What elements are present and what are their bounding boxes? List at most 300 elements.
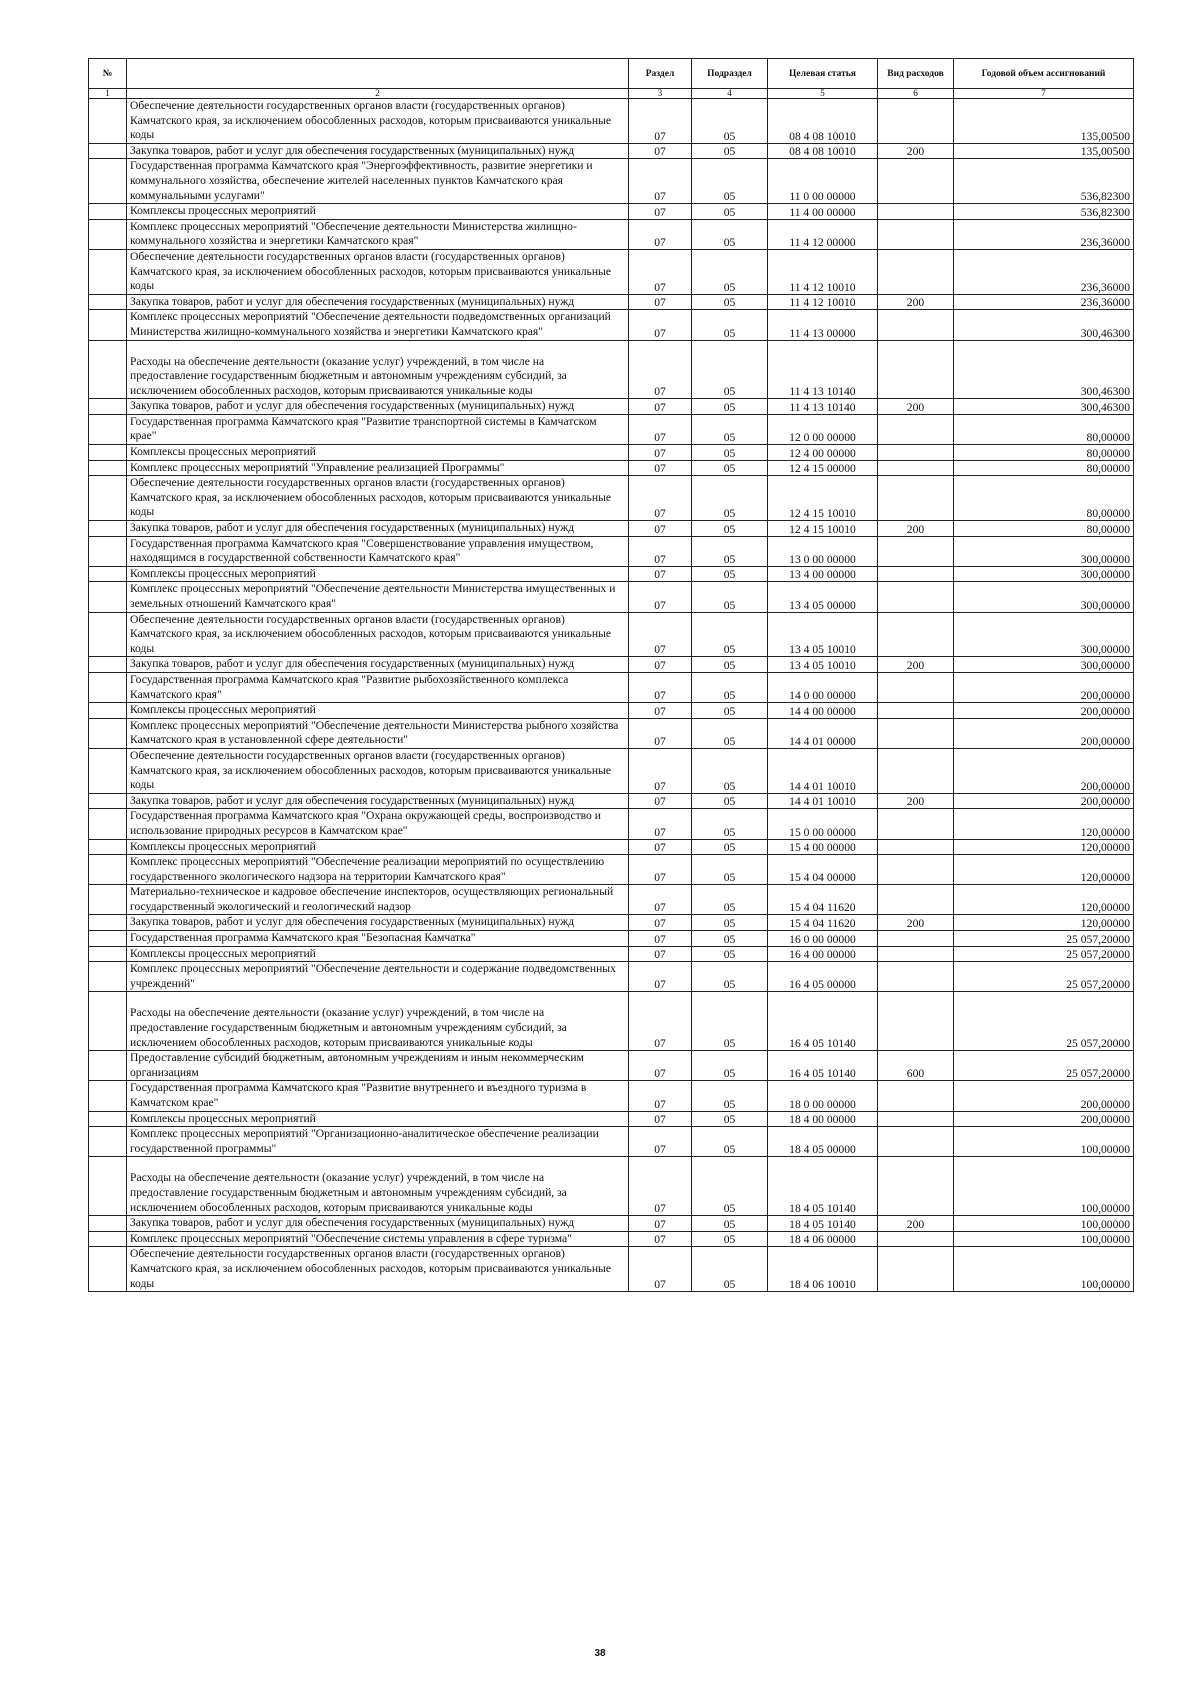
row-target: 12 4 15 00000: [768, 460, 878, 476]
row-number-cell: [89, 340, 127, 399]
table-row: [89, 1127, 1134, 1157]
row-razdel: 07: [629, 612, 692, 657]
row-podrazdel: 05: [692, 460, 768, 476]
row-name: Закупка товаров, работ и услуг для обеспечения государственных (муниципальных) нужд: [127, 657, 629, 673]
table-row: [89, 718, 1134, 748]
row-podrazdel: 05: [692, 566, 768, 582]
row-amount: 300,46300: [954, 340, 1134, 399]
row-number-cell: [89, 219, 127, 249]
row-razdel: 07: [629, 809, 692, 839]
row-expense-type: [878, 460, 954, 476]
table-row: [89, 809, 1134, 839]
row-target: 18 4 05 10140: [768, 1216, 878, 1232]
row-target: 16 4 05 10140: [768, 992, 878, 1051]
table-row: [89, 143, 1134, 159]
row-podrazdel: 05: [692, 340, 768, 399]
row-target: 14 4 00 00000: [768, 703, 878, 719]
row-razdel: 07: [629, 460, 692, 476]
row-expense-type: [878, 855, 954, 885]
row-expense-type: [878, 962, 954, 992]
row-razdel: 07: [629, 536, 692, 566]
col-number: 3: [629, 89, 692, 99]
row-razdel: 07: [629, 962, 692, 992]
row-amount: 200,00000: [954, 793, 1134, 809]
row-expense-type: [878, 1231, 954, 1247]
row-amount: 80,00000: [954, 414, 1134, 444]
row-razdel: 07: [629, 99, 692, 144]
row-number-cell: [89, 521, 127, 537]
row-expense-type: [878, 445, 954, 461]
row-razdel: 07: [629, 249, 692, 294]
row-podrazdel: 05: [692, 294, 768, 310]
table-row: [89, 340, 1134, 399]
row-razdel: 07: [629, 1127, 692, 1157]
table-row: [89, 219, 1134, 249]
row-target: 18 0 00 00000: [768, 1081, 878, 1111]
row-target: 18 4 05 00000: [768, 1127, 878, 1157]
row-razdel: 07: [629, 657, 692, 673]
row-amount: 236,36000: [954, 219, 1134, 249]
row-number-cell: [89, 143, 127, 159]
row-amount: 25 057,20000: [954, 931, 1134, 947]
row-razdel: 07: [629, 414, 692, 444]
row-razdel: 07: [629, 399, 692, 415]
row-name: Государственная программа Камчатского края "Совершенствование управления имуществом, находящимся в государственной собственности Камчатского края": [127, 536, 629, 566]
row-podrazdel: 05: [692, 143, 768, 159]
table-row: [89, 1051, 1134, 1081]
header-numbering-row: [89, 89, 1134, 99]
budget-table-sheet: [88, 58, 1133, 1292]
row-razdel: 07: [629, 219, 692, 249]
table-row: [89, 99, 1134, 144]
row-expense-type: [878, 1127, 954, 1157]
row-target: 12 4 15 10010: [768, 521, 878, 537]
row-number-cell: [89, 793, 127, 809]
row-razdel: 07: [629, 204, 692, 220]
col-number: 5: [768, 89, 878, 99]
row-razdel: 07: [629, 521, 692, 537]
table-row: [89, 839, 1134, 855]
row-name: Комплекс процессных мероприятий "Обеспечение системы управления в сфере туризма": [127, 1231, 629, 1247]
row-podrazdel: 05: [692, 414, 768, 444]
row-number-cell: [89, 582, 127, 612]
row-target: 15 4 04 11620: [768, 915, 878, 931]
row-name: Комплекс процессных мероприятий "Обеспечение деятельности Министерства рыбного хозяйства Камчатского края в установленной сфере деятельности": [127, 718, 629, 748]
row-number-cell: [89, 1051, 127, 1081]
row-name: Расходы на обеспечение деятельности (оказание услуг) учреждений, в том числе на предоставление государственным бюджетным и автономным учреждениям субсидий, за исключением обособленных расходов, которым присваиваются уникальные коды: [127, 992, 629, 1051]
row-expense-type: 200: [878, 657, 954, 673]
row-razdel: 07: [629, 294, 692, 310]
row-number-cell: [89, 1231, 127, 1247]
table-row: [89, 310, 1134, 340]
table-row: [89, 1111, 1134, 1127]
row-number-cell: [89, 657, 127, 673]
row-podrazdel: 05: [692, 946, 768, 962]
row-number-cell: [89, 204, 127, 220]
table-row: [89, 521, 1134, 537]
table-row: [89, 855, 1134, 885]
row-amount: 25 057,20000: [954, 992, 1134, 1051]
row-name: Государственная программа Камчатского края "Развитие рыбохозяйственного комплекса Камчатского края": [127, 672, 629, 702]
row-amount: 200,00000: [954, 748, 1134, 793]
row-number-cell: [89, 1081, 127, 1111]
row-amount: 300,00000: [954, 566, 1134, 582]
row-razdel: 07: [629, 159, 692, 204]
row-podrazdel: 05: [692, 657, 768, 673]
row-name: Комплексы процессных мероприятий: [127, 1111, 629, 1127]
row-target: 08 4 08 10010: [768, 99, 878, 144]
row-target: 15 0 00 00000: [768, 809, 878, 839]
row-name: Комплекс процессных мероприятий "Обеспечение реализации мероприятий по осуществлению государственного экологического надзора на территории Камчатского края": [127, 855, 629, 885]
row-podrazdel: 05: [692, 219, 768, 249]
row-number-cell: [89, 1127, 127, 1157]
row-name: Материально-техническое и кадровое обеспечение инспекторов, осуществляющих региональный государственный экологический и геологический надзор: [127, 885, 629, 915]
table-row: [89, 992, 1134, 1051]
row-number-cell: [89, 703, 127, 719]
row-target: 18 4 06 00000: [768, 1231, 878, 1247]
header-podrazdel: Подраздел: [692, 59, 768, 89]
row-expense-type: [878, 414, 954, 444]
row-amount: 236,36000: [954, 294, 1134, 310]
row-target: 11 4 12 00000: [768, 219, 878, 249]
row-amount: 100,00000: [954, 1216, 1134, 1232]
row-number-cell: [89, 946, 127, 962]
table-row: [89, 703, 1134, 719]
row-amount: 25 057,20000: [954, 1051, 1134, 1081]
row-amount: 80,00000: [954, 445, 1134, 461]
row-amount: 300,46300: [954, 310, 1134, 340]
row-number-cell: [89, 294, 127, 310]
row-target: 16 4 05 00000: [768, 962, 878, 992]
table-row: [89, 1157, 1134, 1216]
row-expense-type: 200: [878, 1216, 954, 1232]
row-expense-type: [878, 672, 954, 702]
row-target: 15 4 04 00000: [768, 855, 878, 885]
row-podrazdel: 05: [692, 445, 768, 461]
row-expense-type: 200: [878, 793, 954, 809]
row-amount: 135,00500: [954, 143, 1134, 159]
table-header-row: [89, 59, 1134, 89]
row-razdel: 07: [629, 992, 692, 1051]
row-expense-type: 200: [878, 399, 954, 415]
row-amount: 300,00000: [954, 657, 1134, 673]
row-number-cell: [89, 399, 127, 415]
row-amount: 120,00000: [954, 809, 1134, 839]
row-razdel: 07: [629, 445, 692, 461]
row-target: 15 4 04 11620: [768, 885, 878, 915]
row-expense-type: [878, 1157, 954, 1216]
row-expense-type: [878, 703, 954, 719]
row-expense-type: [878, 582, 954, 612]
table-row: [89, 885, 1134, 915]
row-podrazdel: 05: [692, 1247, 768, 1292]
row-number-cell: [89, 476, 127, 521]
row-expense-type: [878, 748, 954, 793]
row-amount: 100,00000: [954, 1127, 1134, 1157]
row-number-cell: [89, 1216, 127, 1232]
row-razdel: 07: [629, 718, 692, 748]
row-expense-type: [878, 249, 954, 294]
row-target: 16 4 05 10140: [768, 1051, 878, 1081]
row-name: Государственная программа Камчатского края "Энергоэффективность, развитие энергетики и коммунального хозяйства, обеспечение жителей населенных пунктов Камчатского края коммунальными услугами": [127, 159, 629, 204]
row-name: Государственная программа Камчатского края "Безопасная Камчатка": [127, 931, 629, 947]
row-target: 15 4 00 00000: [768, 839, 878, 855]
row-number-cell: [89, 809, 127, 839]
row-razdel: 07: [629, 931, 692, 947]
row-amount: 300,00000: [954, 536, 1134, 566]
row-podrazdel: 05: [692, 718, 768, 748]
row-amount: 120,00000: [954, 839, 1134, 855]
row-expense-type: 200: [878, 915, 954, 931]
row-razdel: 07: [629, 1231, 692, 1247]
row-podrazdel: 05: [692, 793, 768, 809]
row-target: 14 0 00 00000: [768, 672, 878, 702]
row-name: Комплексы процессных мероприятий: [127, 204, 629, 220]
row-name: Обеспечение деятельности государственных органов власти (государственных органов) Камчатского края, за исключением обособленных расходов, которым присваиваются уникальные коды: [127, 99, 629, 144]
row-podrazdel: 05: [692, 249, 768, 294]
row-amount: 536,82300: [954, 204, 1134, 220]
row-razdel: 07: [629, 855, 692, 885]
row-name: Обеспечение деятельности государственных органов власти (государственных органов) Камчатского края, за исключением обособленных расходов, которым присваиваются уникальные коды: [127, 249, 629, 294]
row-podrazdel: 05: [692, 748, 768, 793]
row-expense-type: 200: [878, 143, 954, 159]
row-podrazdel: 05: [692, 672, 768, 702]
row-target: 14 4 01 10010: [768, 748, 878, 793]
row-podrazdel: 05: [692, 1157, 768, 1216]
row-amount: 80,00000: [954, 521, 1134, 537]
row-name: Комплексы процессных мероприятий: [127, 566, 629, 582]
row-amount: 200,00000: [954, 718, 1134, 748]
row-expense-type: [878, 219, 954, 249]
row-amount: 200,00000: [954, 703, 1134, 719]
row-podrazdel: 05: [692, 399, 768, 415]
row-number-cell: [89, 310, 127, 340]
row-number-cell: [89, 885, 127, 915]
row-razdel: 07: [629, 1111, 692, 1127]
row-razdel: 07: [629, 1051, 692, 1081]
table-row: [89, 931, 1134, 947]
table-row: [89, 1247, 1134, 1292]
header-name: [127, 59, 629, 89]
row-podrazdel: 05: [692, 582, 768, 612]
row-number-cell: [89, 612, 127, 657]
row-amount: 120,00000: [954, 915, 1134, 931]
row-expense-type: [878, 992, 954, 1051]
row-expense-type: [878, 1081, 954, 1111]
row-podrazdel: 05: [692, 839, 768, 855]
row-razdel: 07: [629, 839, 692, 855]
row-expense-type: [878, 931, 954, 947]
table-row: [89, 748, 1134, 793]
row-amount: 200,00000: [954, 1111, 1134, 1127]
row-target: 14 4 01 10010: [768, 793, 878, 809]
row-podrazdel: 05: [692, 1051, 768, 1081]
row-razdel: 07: [629, 310, 692, 340]
row-number-cell: [89, 992, 127, 1051]
row-target: 18 4 06 10010: [768, 1247, 878, 1292]
row-number-cell: [89, 1247, 127, 1292]
row-podrazdel: 05: [692, 703, 768, 719]
row-expense-type: [878, 476, 954, 521]
row-number-cell: [89, 718, 127, 748]
row-target: 11 4 12 10010: [768, 294, 878, 310]
row-amount: 120,00000: [954, 855, 1134, 885]
row-target: 12 4 15 10010: [768, 476, 878, 521]
row-name: Закупка товаров, работ и услуг для обеспечения государственных (муниципальных) нужд: [127, 399, 629, 415]
col-number: 7: [954, 89, 1134, 99]
row-target: 13 0 00 00000: [768, 536, 878, 566]
row-number-cell: [89, 1157, 127, 1216]
row-name: Комплексы процессных мероприятий: [127, 703, 629, 719]
row-expense-type: 600: [878, 1051, 954, 1081]
row-podrazdel: 05: [692, 809, 768, 839]
row-expense-type: [878, 809, 954, 839]
table-row: [89, 612, 1134, 657]
row-name: Обеспечение деятельности государственных органов власти (государственных органов) Камчатского края, за исключением обособленных расходов, которым присваиваются уникальные коды: [127, 612, 629, 657]
row-name: Комплекс процессных мероприятий "Обеспечение деятельности подведомственных организаций Министерства жилищно-коммунального хозяйства и энергетики Камчатского края": [127, 310, 629, 340]
page-number: 38: [594, 1648, 606, 1659]
row-name: Обеспечение деятельности государственных органов власти (государственных органов) Камчатского края, за исключением обособленных расходов, которым присваиваются уникальные коды: [127, 1247, 629, 1292]
row-number-cell: [89, 99, 127, 144]
row-target: 13 4 05 10010: [768, 657, 878, 673]
row-expense-type: [878, 310, 954, 340]
row-target: 12 0 00 00000: [768, 414, 878, 444]
row-amount: 300,00000: [954, 612, 1134, 657]
row-razdel: 07: [629, 1247, 692, 1292]
row-podrazdel: 05: [692, 536, 768, 566]
row-razdel: 07: [629, 946, 692, 962]
col-number: 1: [89, 89, 127, 99]
row-name: Закупка товаров, работ и услуг для обеспечения государственных (муниципальных) нужд: [127, 793, 629, 809]
table-row: [89, 962, 1134, 992]
row-expense-type: [878, 839, 954, 855]
row-target: 11 0 00 00000: [768, 159, 878, 204]
header-target: Целевая статья: [768, 59, 878, 89]
row-podrazdel: 05: [692, 612, 768, 657]
row-name: Расходы на обеспечение деятельности (оказание услуг) учреждений, в том числе на предоставление государственным бюджетным и автономным учреждениям субсидий, за исключением обособленных расходов, которым присваиваются уникальные коды: [127, 1157, 629, 1216]
row-razdel: 07: [629, 476, 692, 521]
row-amount: 300,46300: [954, 399, 1134, 415]
row-target: 11 4 00 00000: [768, 204, 878, 220]
row-target: 13 4 05 00000: [768, 582, 878, 612]
row-podrazdel: 05: [692, 855, 768, 885]
row-expense-type: [878, 1247, 954, 1292]
row-amount: 80,00000: [954, 476, 1134, 521]
table-row: [89, 294, 1134, 310]
row-target: 16 4 00 00000: [768, 946, 878, 962]
row-podrazdel: 05: [692, 915, 768, 931]
row-amount: 25 057,20000: [954, 962, 1134, 992]
row-amount: 200,00000: [954, 672, 1134, 702]
row-target: 13 4 00 00000: [768, 566, 878, 582]
row-name: Закупка товаров, работ и услуг для обеспечения государственных (муниципальных) нужд: [127, 143, 629, 159]
table-row: [89, 1216, 1134, 1232]
table-row: [89, 204, 1134, 220]
row-razdel: 07: [629, 915, 692, 931]
row-number-cell: [89, 931, 127, 947]
row-amount: 200,00000: [954, 1081, 1134, 1111]
row-number-cell: [89, 748, 127, 793]
table-row: [89, 399, 1134, 415]
row-amount: 536,82300: [954, 159, 1134, 204]
row-amount: 100,00000: [954, 1231, 1134, 1247]
row-target: 14 4 01 00000: [768, 718, 878, 748]
row-target: 11 4 12 10010: [768, 249, 878, 294]
row-expense-type: [878, 536, 954, 566]
table-row: [89, 672, 1134, 702]
row-number-cell: [89, 460, 127, 476]
row-expense-type: [878, 612, 954, 657]
row-expense-type: [878, 204, 954, 220]
row-number-cell: [89, 962, 127, 992]
row-number-cell: [89, 672, 127, 702]
table-row: [89, 1231, 1134, 1247]
row-number-cell: [89, 1111, 127, 1127]
row-name: Обеспечение деятельности государственных органов власти (государственных органов) Камчатского края, за исключением обособленных расходов, которым присваиваются уникальные коды: [127, 748, 629, 793]
row-name: Закупка товаров, работ и услуг для обеспечения государственных (муниципальных) нужд: [127, 1216, 629, 1232]
table-row: [89, 793, 1134, 809]
row-name: Комплексы процессных мероприятий: [127, 946, 629, 962]
row-expense-type: [878, 885, 954, 915]
row-razdel: 07: [629, 566, 692, 582]
row-name: Государственная программа Камчатского края "Развитие внутреннего и въездного туризма в Камчатском крае": [127, 1081, 629, 1111]
table-body: [89, 99, 1134, 1292]
row-name: Государственная программа Камчатского края "Охрана окружающей среды, воспроизводство и использование природных ресурсов в Камчатском крае": [127, 809, 629, 839]
table-row: [89, 445, 1134, 461]
row-podrazdel: 05: [692, 310, 768, 340]
table-row: [89, 582, 1134, 612]
table-row: [89, 946, 1134, 962]
row-expense-type: [878, 946, 954, 962]
row-name: Закупка товаров, работ и услуг для обеспечения государственных (муниципальных) нужд: [127, 294, 629, 310]
row-amount: 120,00000: [954, 885, 1134, 915]
row-expense-type: 200: [878, 521, 954, 537]
row-name: Комплексы процессных мероприятий: [127, 839, 629, 855]
row-razdel: 07: [629, 582, 692, 612]
row-expense-type: 200: [878, 294, 954, 310]
table-row: [89, 536, 1134, 566]
table-row: [89, 566, 1134, 582]
row-podrazdel: 05: [692, 99, 768, 144]
row-podrazdel: 05: [692, 931, 768, 947]
row-razdel: 07: [629, 672, 692, 702]
row-name: Комплекс процессных мероприятий "Обеспечение деятельности Министерства имущественных и земельных отношений Камчатского края": [127, 582, 629, 612]
row-name: Обеспечение деятельности государственных органов власти (государственных органов) Камчатского края, за исключением обособленных расходов, которым присваиваются уникальные коды: [127, 476, 629, 521]
row-number-cell: [89, 159, 127, 204]
row-number-cell: [89, 839, 127, 855]
table-row: [89, 159, 1134, 204]
row-podrazdel: 05: [692, 521, 768, 537]
row-podrazdel: 05: [692, 159, 768, 204]
row-number-cell: [89, 536, 127, 566]
row-razdel: 07: [629, 748, 692, 793]
row-number-cell: [89, 249, 127, 294]
row-razdel: 07: [629, 1157, 692, 1216]
row-razdel: 07: [629, 340, 692, 399]
col-number: 2: [127, 89, 629, 99]
table-row: [89, 460, 1134, 476]
row-podrazdel: 05: [692, 962, 768, 992]
row-podrazdel: 05: [692, 885, 768, 915]
row-amount: 25 057,20000: [954, 946, 1134, 962]
row-podrazdel: 05: [692, 1216, 768, 1232]
row-name: Закупка товаров, работ и услуг для обеспечения государственных (муниципальных) нужд: [127, 915, 629, 931]
row-podrazdel: 05: [692, 476, 768, 521]
table-row: [89, 657, 1134, 673]
row-expense-type: [878, 1111, 954, 1127]
row-target: 12 4 00 00000: [768, 445, 878, 461]
row-target: 11 4 13 00000: [768, 310, 878, 340]
